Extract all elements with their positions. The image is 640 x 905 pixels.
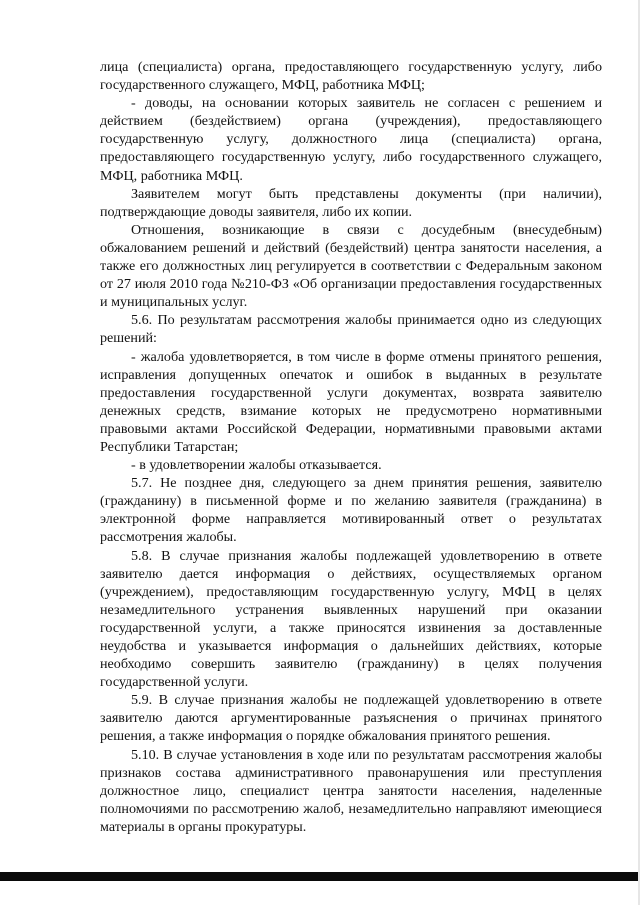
paragraph-continuation: лица (специалиста) органа, предоставляющего государственную услугу, либо государственного служащего, МФЦ, работника МФЦ; bbox=[100, 59, 602, 94]
paragraph-section-5-7: 5.7. Не позднее дня, следующего за днем принятия решения, заявителю (гражданину) в письменной форме и по желанию заявителя (гражданина) в электронной форме направляется мотивированный ответ о результатах рассмотрения жалобы. bbox=[100, 475, 602, 546]
document-body bbox=[100, 58, 602, 836]
scan-edge-bar bbox=[0, 872, 640, 881]
paragraph-section-5-6: 5.6. По результатам рассмотрения жалобы принимается одно из следующих решений: bbox=[100, 312, 602, 347]
paragraph-legal-basis: Отношения, возникающие в связи с досудебным (внесудебным) обжалованием решений и действий (бездействий) центра занятости населения, а также его должностных лиц регулируется в соответствии с Федеральным законом от 27 июля 2010 года №210-ФЗ «Об организации предоставления государственных и муниципальных услуг. bbox=[100, 221, 602, 311]
paragraph-section-5-9: 5.9. В случае признания жалобы не подлежащей удовлетворению в ответе заявителю даются аргументированные разъяснения о причинах принятого решения, а также информация о порядке обжалования принятого решения. bbox=[100, 692, 602, 745]
paragraph-arguments-item: - доводы, на основании которых заявитель не согласен с решением и действием (бездействием) органа (учреждения), предоставляющего государственную услугу, должностного лица (специалиста) органа, предоставляющего государственную услугу, либо государственного служащего, МФЦ, работника МФЦ. bbox=[100, 95, 602, 184]
paragraph-section-5-10: 5.10. В случае установления в ходе или по результатам рассмотрения жалобы признаков состава административного правонарушения или преступления должностное лицо, специалист центра занятости населения, наделенные полномочиями по рассмотрению жалоб, незамедлительно направляют имеющиеся материалы в органы прокуратуры. bbox=[100, 746, 602, 835]
paragraph-section-5-8: 5.8. В случае признания жалобы подлежащей удовлетворению в ответе заявителю дается информация о действиях, осуществляемых органом (учреждением), предоставляющим государственную услугу, МФЦ в целях незамедлительного устранения выявленных нарушений при оказании государственной услуги, а также приносятся извинения за доставленные неудобства и указывается информация о дальнейших действиях, которые необходимо совершить заявителю (гражданину) в целях получения государственной услуги. bbox=[100, 547, 602, 691]
paragraph-complaint-satisfied: - жалоба удовлетворяется, в том числе в форме отмены принятого решения, исправления допущенных опечаток и ошибок в выданных в результате предоставления государственной услуги документах, возврата заявителю денежных средств, взимание которых не предусмотрено нормативными правовыми актами Российской Федерации, нормативными правовыми актами Республики Татарстан; bbox=[100, 348, 602, 455]
paragraph-supporting-documents: Заявителем могут быть представлены документы (при наличии), подтверждающие доводы заявителя, либо их копии. bbox=[100, 185, 602, 220]
paragraph-complaint-refused: - в удовлетворении жалобы отказывается. bbox=[131, 457, 382, 474]
